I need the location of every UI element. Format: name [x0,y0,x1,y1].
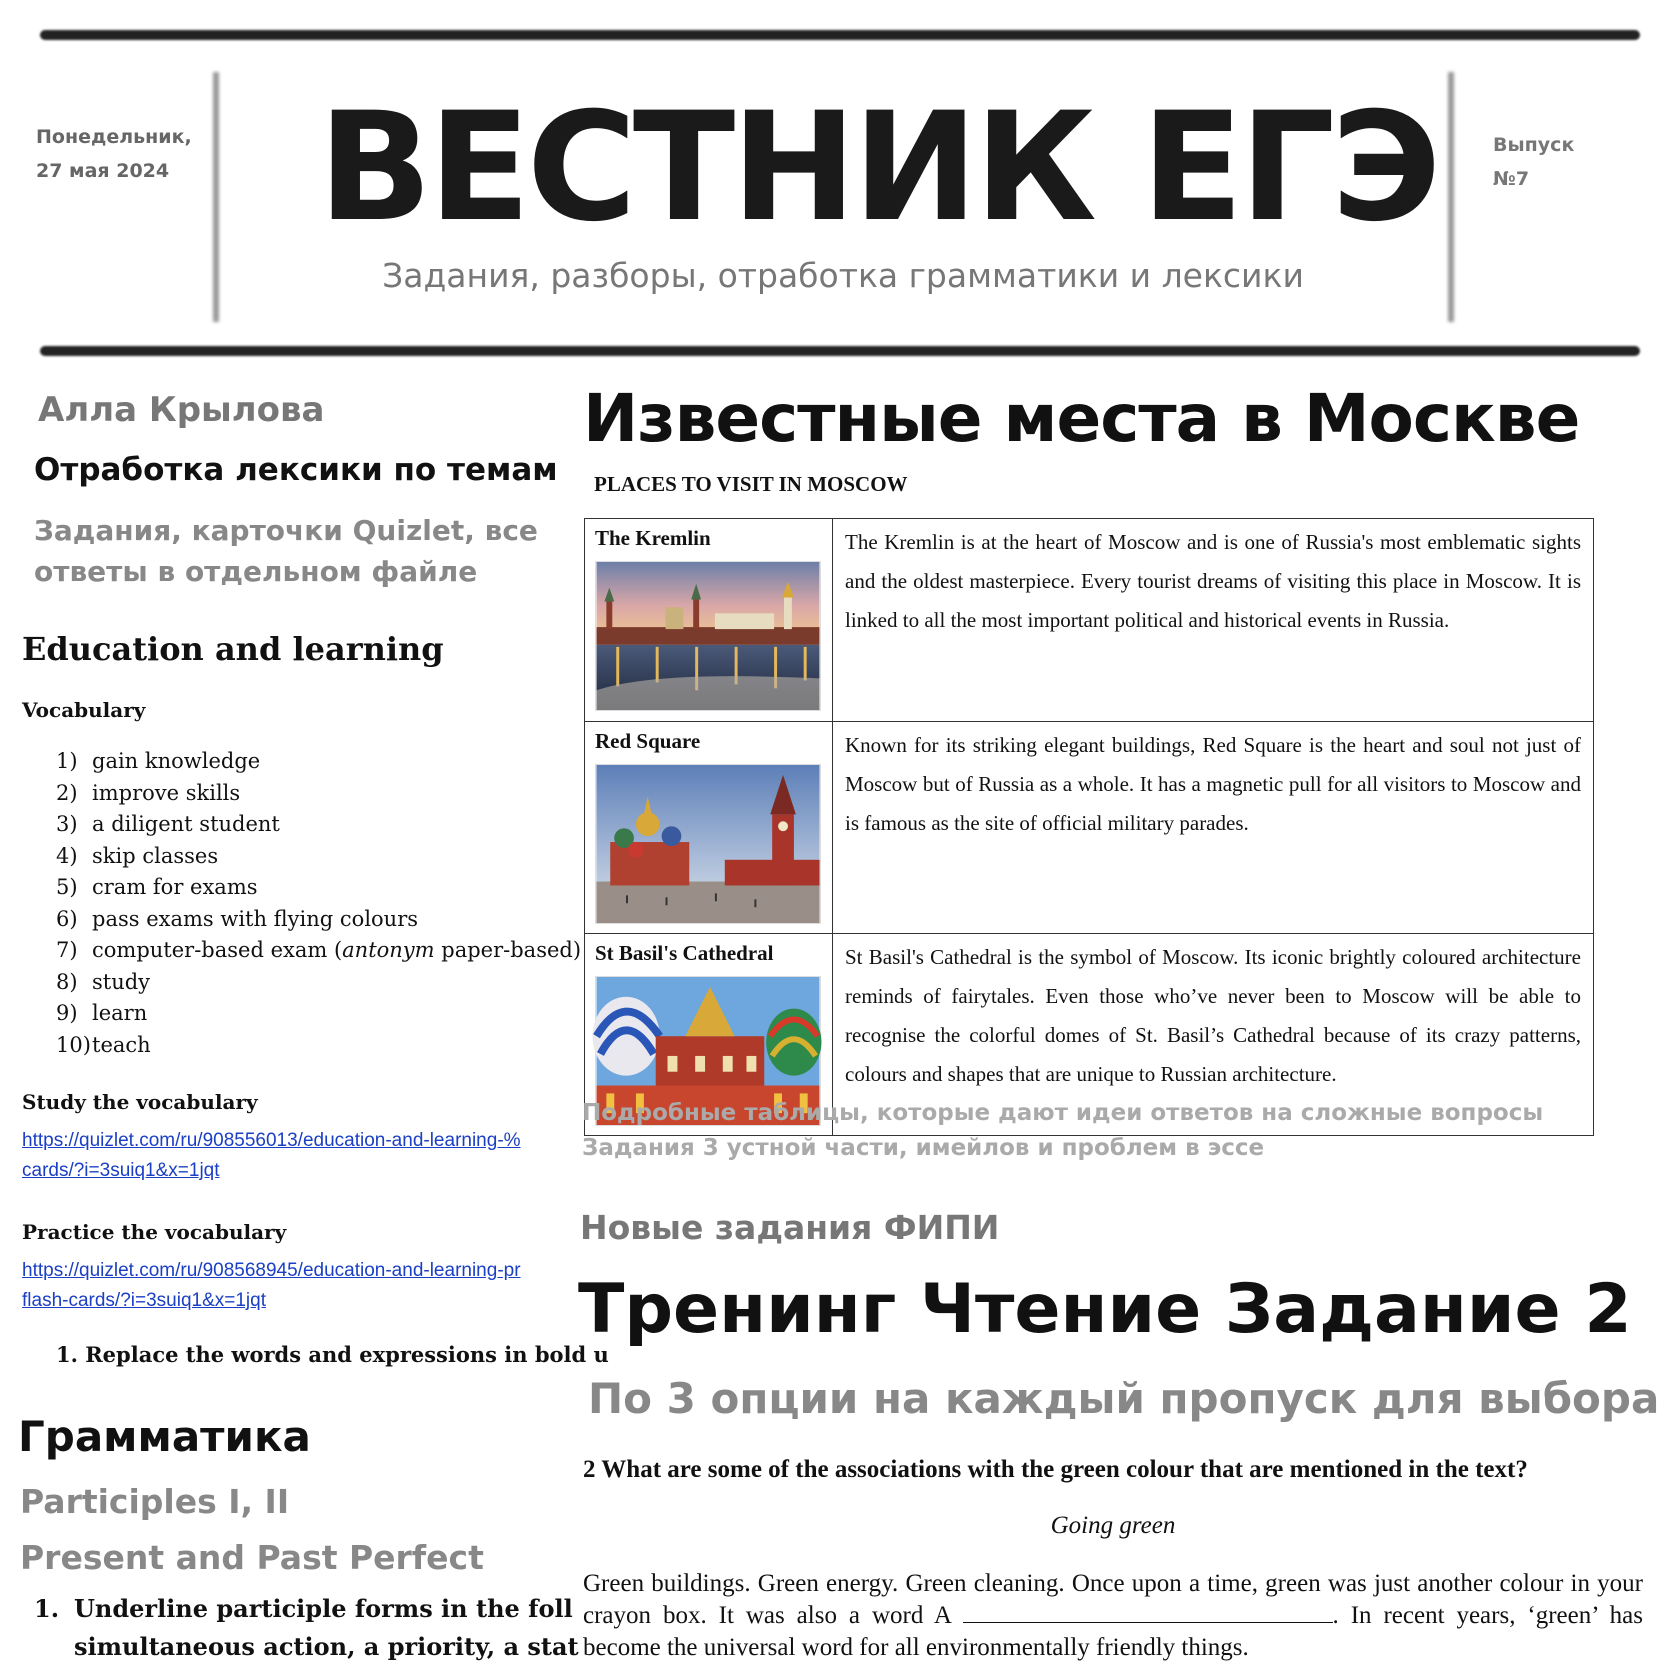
places-table-wrap [584,518,1594,1086]
topic-title: Education and learning [22,630,444,668]
place-description: Known for its striking elegant buildings, Red Square is the heart and soul not just of Moscow but of Russia as a whole. It has a magnetic pull for all visitors to Moscow and is famous as the site of official military parades. [833,722,1594,934]
grammar-title: Грамматика [18,1412,311,1461]
masthead-day: Понедельник, [36,126,192,148]
place-description: The Kremlin is at the heart of Moscow and is one of Russia's most emblematic sights and the oldest masterpiece. Every tourist dreams of visiting this place in Moscow. It is linked to all the most important political and historical events in Russia. [833,519,1594,722]
grammar-topic-perfect: Present and Past Perfect [20,1538,484,1577]
vocab-item: 3) a diligent student [56,812,280,836]
vocab-item: 1) gain knowledge [56,749,261,773]
issue-label: Выпуск [1493,134,1575,156]
gap-a-blank [963,1601,1333,1623]
kremlin-photo [595,561,821,711]
passage-title: Going green [1050,1512,1176,1539]
vocab-item: 5) cram for exams [56,875,258,899]
grammar-task: 1. Underline participle forms in the foll simultaneous action, a priority, a stat [34,1594,579,1661]
lexis-section-description: Задания, карточки Quizlet, все ответы в отдельном файле [34,514,538,588]
places-table [584,518,1594,1136]
reading-question: 2 What are some of the associations with the green colour that are mentioned in the text? [583,1456,1528,1483]
vocab-item: 2) improve skills [56,780,241,805]
reading-training-title: Тренинг Чтение Задание 2 [578,1270,1632,1349]
newspaper-subtitle: Задания, разборы, отработка грамматики и лексики [382,256,1304,295]
tables-note: Подробные таблицы, которые дают идеи ответов на сложные вопросы Задания 3 устной части, имейлов и проблем в эссе [582,1100,1544,1161]
masthead-divider-right [1448,72,1454,322]
table-row [585,722,1594,934]
masthead-bottom-rule [40,346,1640,356]
vocabulary-task: 1. Replace the words and expressions in bold u [56,1342,609,1367]
vocab-item: 9) learn [56,1001,148,1025]
place-name: The Kremlin [595,526,711,550]
places-title: Известные места в Москве [583,380,1580,457]
study-heading: Study the vocabulary [22,1090,258,1114]
grammar-topic-participles: Participles I, II [20,1482,290,1521]
issue-info [1493,128,1574,196]
vocabulary-list [56,746,581,1061]
places-subtitle: PLACES TO VISIT IN MOSCOW [594,472,908,496]
issue-number: №7 [1493,168,1530,190]
masthead-date: 27 мая 2024 [36,160,170,182]
practice-heading: Practice the vocabulary [22,1220,287,1244]
place-name-cell [585,722,833,934]
study-quizlet-link[interactable]: https://quizlet.com/ru/908556013/education-and-learning-% cards/?i=3suiq1&x=1jqt [22,1130,521,1181]
reading-training-subtitle: По 3 опции на каждый пропуск для выбора [588,1374,1660,1423]
place-name: St Basil's Cathedral [595,941,774,965]
red-square-photo [595,764,821,924]
masthead-dateline [36,120,192,188]
vocab-item: 8) study [56,969,151,994]
practice-quizlet-link[interactable]: https://quizlet.com/ru/908568945/education-and-learning-pr flash-cards/?i=3suiq1&x=1jqt [22,1260,521,1311]
fipi-heading: Новые задания ФИПИ [580,1208,1000,1247]
vocab-item: 6) pass exams with flying colours [56,906,419,931]
reading-passage: Green buildings. Green energy. Green cleaning. Once upon a time, green was just another colour in your crayon box. It was also a word A . In recent years, ‘green’ has become the universal word for all environmentally friendly things. [583,1570,1643,1661]
left-column [0,380,609,1680]
vocab-item: 4) skip classes [56,843,219,868]
author-name: Алла Крылова [38,390,325,430]
newspaper-title: ВЕСТНИК ЕГЭ [318,81,1438,255]
table-row [585,519,1594,722]
place-name-cell [585,519,833,722]
masthead-top-rule [40,30,1640,40]
lexis-section-title: Отработка лексики по темам [34,452,558,488]
place-name: Red Square [595,729,701,753]
vocab-item: 10)teach [56,1032,151,1057]
vocab-item: 7) computer-based exam (antonym paper-based) [56,938,582,962]
vocabulary-heading: Vocabulary [22,698,146,722]
masthead-divider-left [213,72,219,322]
place-description: St Basil's Cathedral is the symbol of Moscow. Its iconic brightly coloured architecture reminds of fairytales. Even those who’ve never been to Moscow will be able to recognise the colorful domes of St. Basil’s Cathedral because of its crazy patterns, colours and shapes that are unique to Russian architecture. [833,934,1594,1136]
